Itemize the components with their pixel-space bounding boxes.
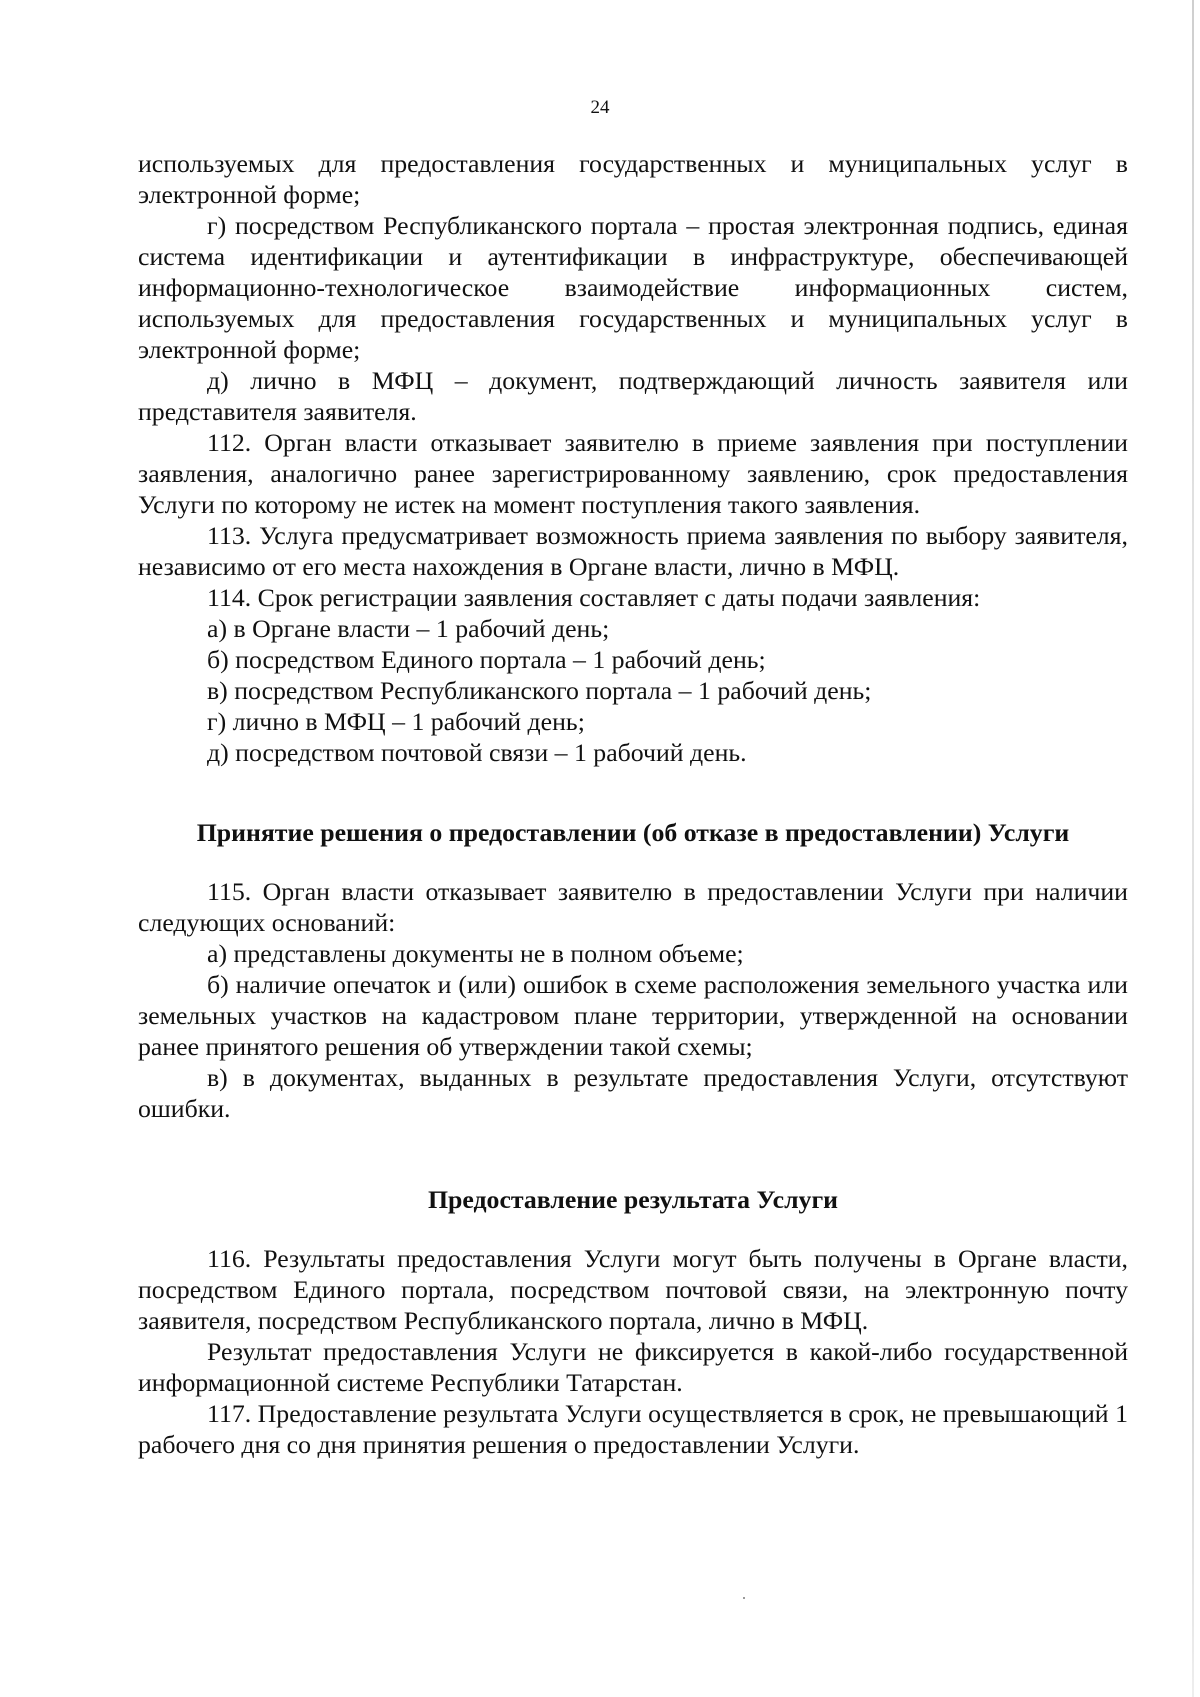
paragraph-113: 113. Услуга предусматривает возможность приема заявления по выбору заявителя, независимо от его места нахождения в Органе власти, лично в МФЦ. [138,521,1128,581]
list-item-b: б) посредством Единого портала – 1 рабочий день; [207,645,766,674]
paragraph-114: 114. Срок регистрации заявления составляет с даты подачи заявления: [207,583,981,612]
paragraph-item-g: г) посредством Республиканского портала – простая электронная подпись, единая система идентификации и аутентификации в инфраструктуре, обеспечивающей информационно-технологическое взаимодействие информационных систем, используемых для предоставления государственных и муниципальных услуг в электронной форме; [138,211,1128,364]
paragraph-116: 116. Результаты предоставления Услуги могут быть получены в Органе власти, посредством Единого портала, посредством почтовой связи, на электронную почту заявителя, посредством Республиканского портала, лично в МФЦ. [138,1244,1128,1335]
list-item-a: а) в Органе власти – 1 рабочий день; [207,614,610,643]
paragraph-result-not-recorded: Результат предоставления Услуги не фиксируется в какой-либо государственной информационной системе Республики Татарстан. [138,1337,1128,1397]
list-item-v: в) посредством Республиканского портала – 1 рабочий день; [207,676,872,705]
document-body [138,148,1128,1460]
list-item-g: г) лично в МФЦ – 1 рабочий день; [207,707,585,736]
paragraph-112: 112. Орган власти отказывает заявителю в приеме заявления при поступлении заявления, аналогично ранее зарегистрированному заявлению, срок предоставления Услуги по которому не истек на момент поступления такого заявления. [138,428,1128,519]
scan-speck [743,1597,745,1599]
paragraph-item-d: д) лично в МФЦ – документ, подтверждающий личность заявителя или представителя заявителя. [138,366,1128,426]
list-item-a-docs: а) представлены документы не в полном объеме; [207,939,744,968]
scan-edge-line [1192,0,1194,1697]
list-item-v-no-errors: в) в документах, выданных в результате предоставления Услуги, отсутствуют ошибки. [138,1063,1128,1123]
paragraph-continuation: используемых для предоставления государственных и муниципальных услуг в электронной форме; [138,149,1128,209]
section-heading-result: Предоставление результата Услуги [427,1185,839,1214]
paragraph-115: 115. Орган власти отказывает заявителю в предоставлении Услуги при наличии следующих оснований: [138,877,1128,937]
paragraph-117: 117. Предоставление результата Услуги осуществляется в срок, не превышающий 1 рабочего дня со дня принятия решения о предоставлении Услуги. [138,1399,1128,1459]
section-heading-decision: Принятие решения о предоставлении (об отказе в предоставлении) Услуги [196,818,1070,847]
list-item-b-errors: б) наличие опечаток и (или) ошибок в схеме расположения земельного участка или земельных участков на кадастровом плане территории, утвержденной на основании ранее принятого решения об утверждении такой схемы; [138,970,1128,1061]
list-item-d: д) посредством почтовой связи – 1 рабочий день. [207,738,747,767]
page-number: 24 [590,97,610,118]
